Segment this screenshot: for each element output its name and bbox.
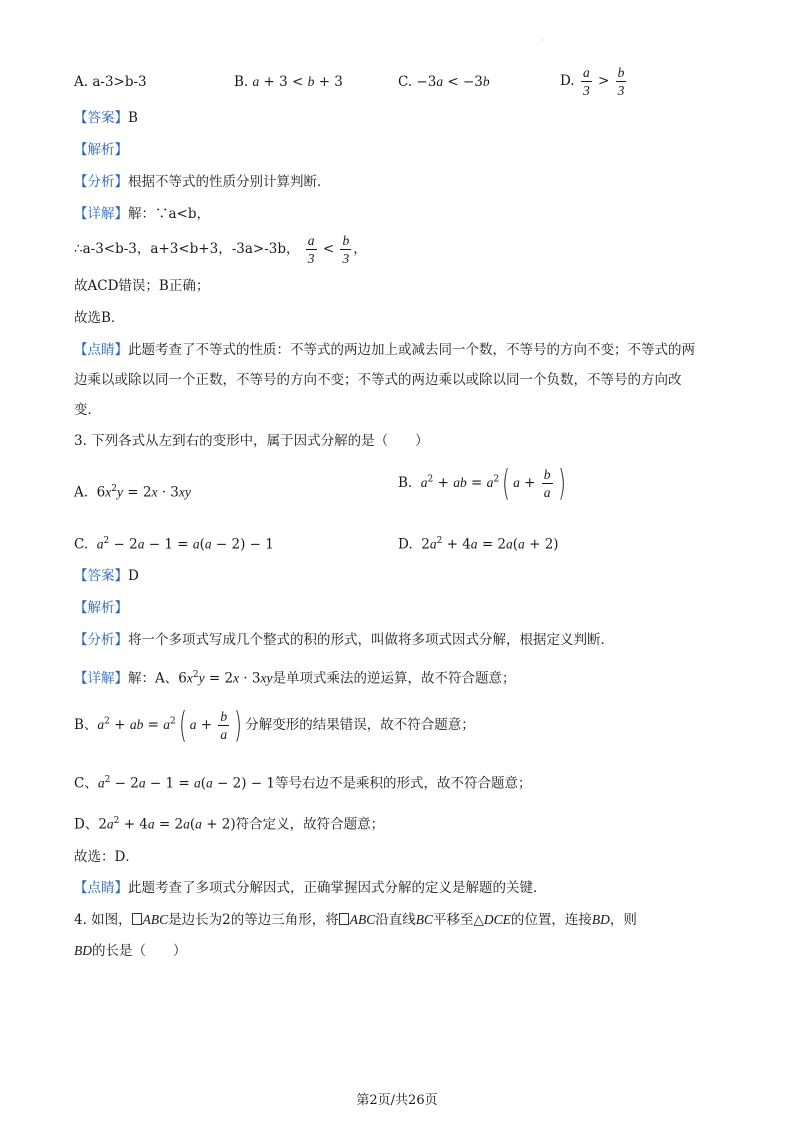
question-4-stem-line2: BD的长是（ ） [74,943,187,959]
answer-line-q3: 【答案】D [74,568,139,584]
detail-q3-c: C、$a^2 - 2a - 1 = a(a - 2) - 1$等号右边不是乘积的形式，故不符合题意； [74,775,532,792]
question-3-stem: 3. 下列各式从左到右的变形中，属于因式分解的是（ ） [74,433,429,449]
q3-option-c: C. $a^2 - 2a - 1 = a(a - 2) - 1$ [74,536,274,553]
fenxi-q3: 【分析】将一个多项式写成几个整式的积的形式，叫做将多项式因式分解，根据定义判断． [74,632,614,648]
analysis-tag-q3: 【解析】 [74,600,128,616]
therefore-q2: ∴a-3<b-3，a+3<b+3，-3a>-3b， $\frac{a}{3}$ < $\frac{b}{3}$ ， [74,233,367,266]
dianjing-q2-line2: 边乘以或除以同一个正数，不等号的方向不变；不等式的两边乘以或除以同一个负数，不等号的方向改 [74,372,682,388]
q3-option-a: A. $6x^2y = 2x \cdot 3xy$ [74,484,191,501]
question-4-stem-line1: 4. 如图， ABC是边长为2的等边三角形，将 ABC沿直线BC平移至△DCE的位置，连接BD，则 [74,912,637,928]
analysis-tag-q2: 【解析】 [74,142,128,158]
option-b: B. a + 3 < b + 3 [234,74,343,90]
dianjing-q2-line1: 【点睛】此题考查了不等式的性质：不等式的两边加上或减去同一个数，不等号的方向不变；不等式的两 [74,342,695,358]
q3-option-b: B. $a^2$ + ab = $a^2$( a + $\frac{b}{a}$ ) [398,462,566,504]
scan-dot: · [541,36,544,45]
option-c: C. −3a < −3b [398,74,490,90]
answer-line-q2: 【答案】B [74,110,138,126]
option-a: A. a-3>b-3 [74,74,147,90]
fenxi-q2: 【分析】根据不等式的性质分别计算判断． [74,174,331,190]
dianjing-q3: 【点睛】此题考查了多项式分解因式，正确掌握因式分解的定义是解题的关键． [74,880,547,896]
wrong-q2: 故ACD错误；B正确； [74,278,210,294]
detail-q3-d: D、$2a^2 + 4a = 2a(a + 2)$符合定义，故符合题意； [74,816,385,833]
dianjing-q2-line3: 变． [74,402,101,418]
triangle-placeholder-icon [132,913,142,925]
detail-q2: 【详解】解：∵a<b， [74,206,211,222]
option-d: D. $\frac{a}{3}$ > $\frac{b}{3}$ [560,65,625,98]
detail-q3-b: B、$a^2$ + ab = $a^2$( a + $\frac{b}{a}$ ) 分解变形的结果错误，故不符合题意； [74,704,475,746]
choose-q3: 故选：D． [74,849,139,865]
page-footer: 第2页/共26页 [356,1093,438,1108]
triangle-placeholder-icon [339,913,349,925]
choose-q2: 故选B． [74,310,125,326]
detail-q3-a: 【详解】解：A、$6x^2y = 2x \cdot 3xy$是单项式乘法的逆运算，故不符合题意； [74,670,516,687]
q3-option-d: D. $2a^2 + 4a = 2a(a + 2)$ [398,536,559,553]
